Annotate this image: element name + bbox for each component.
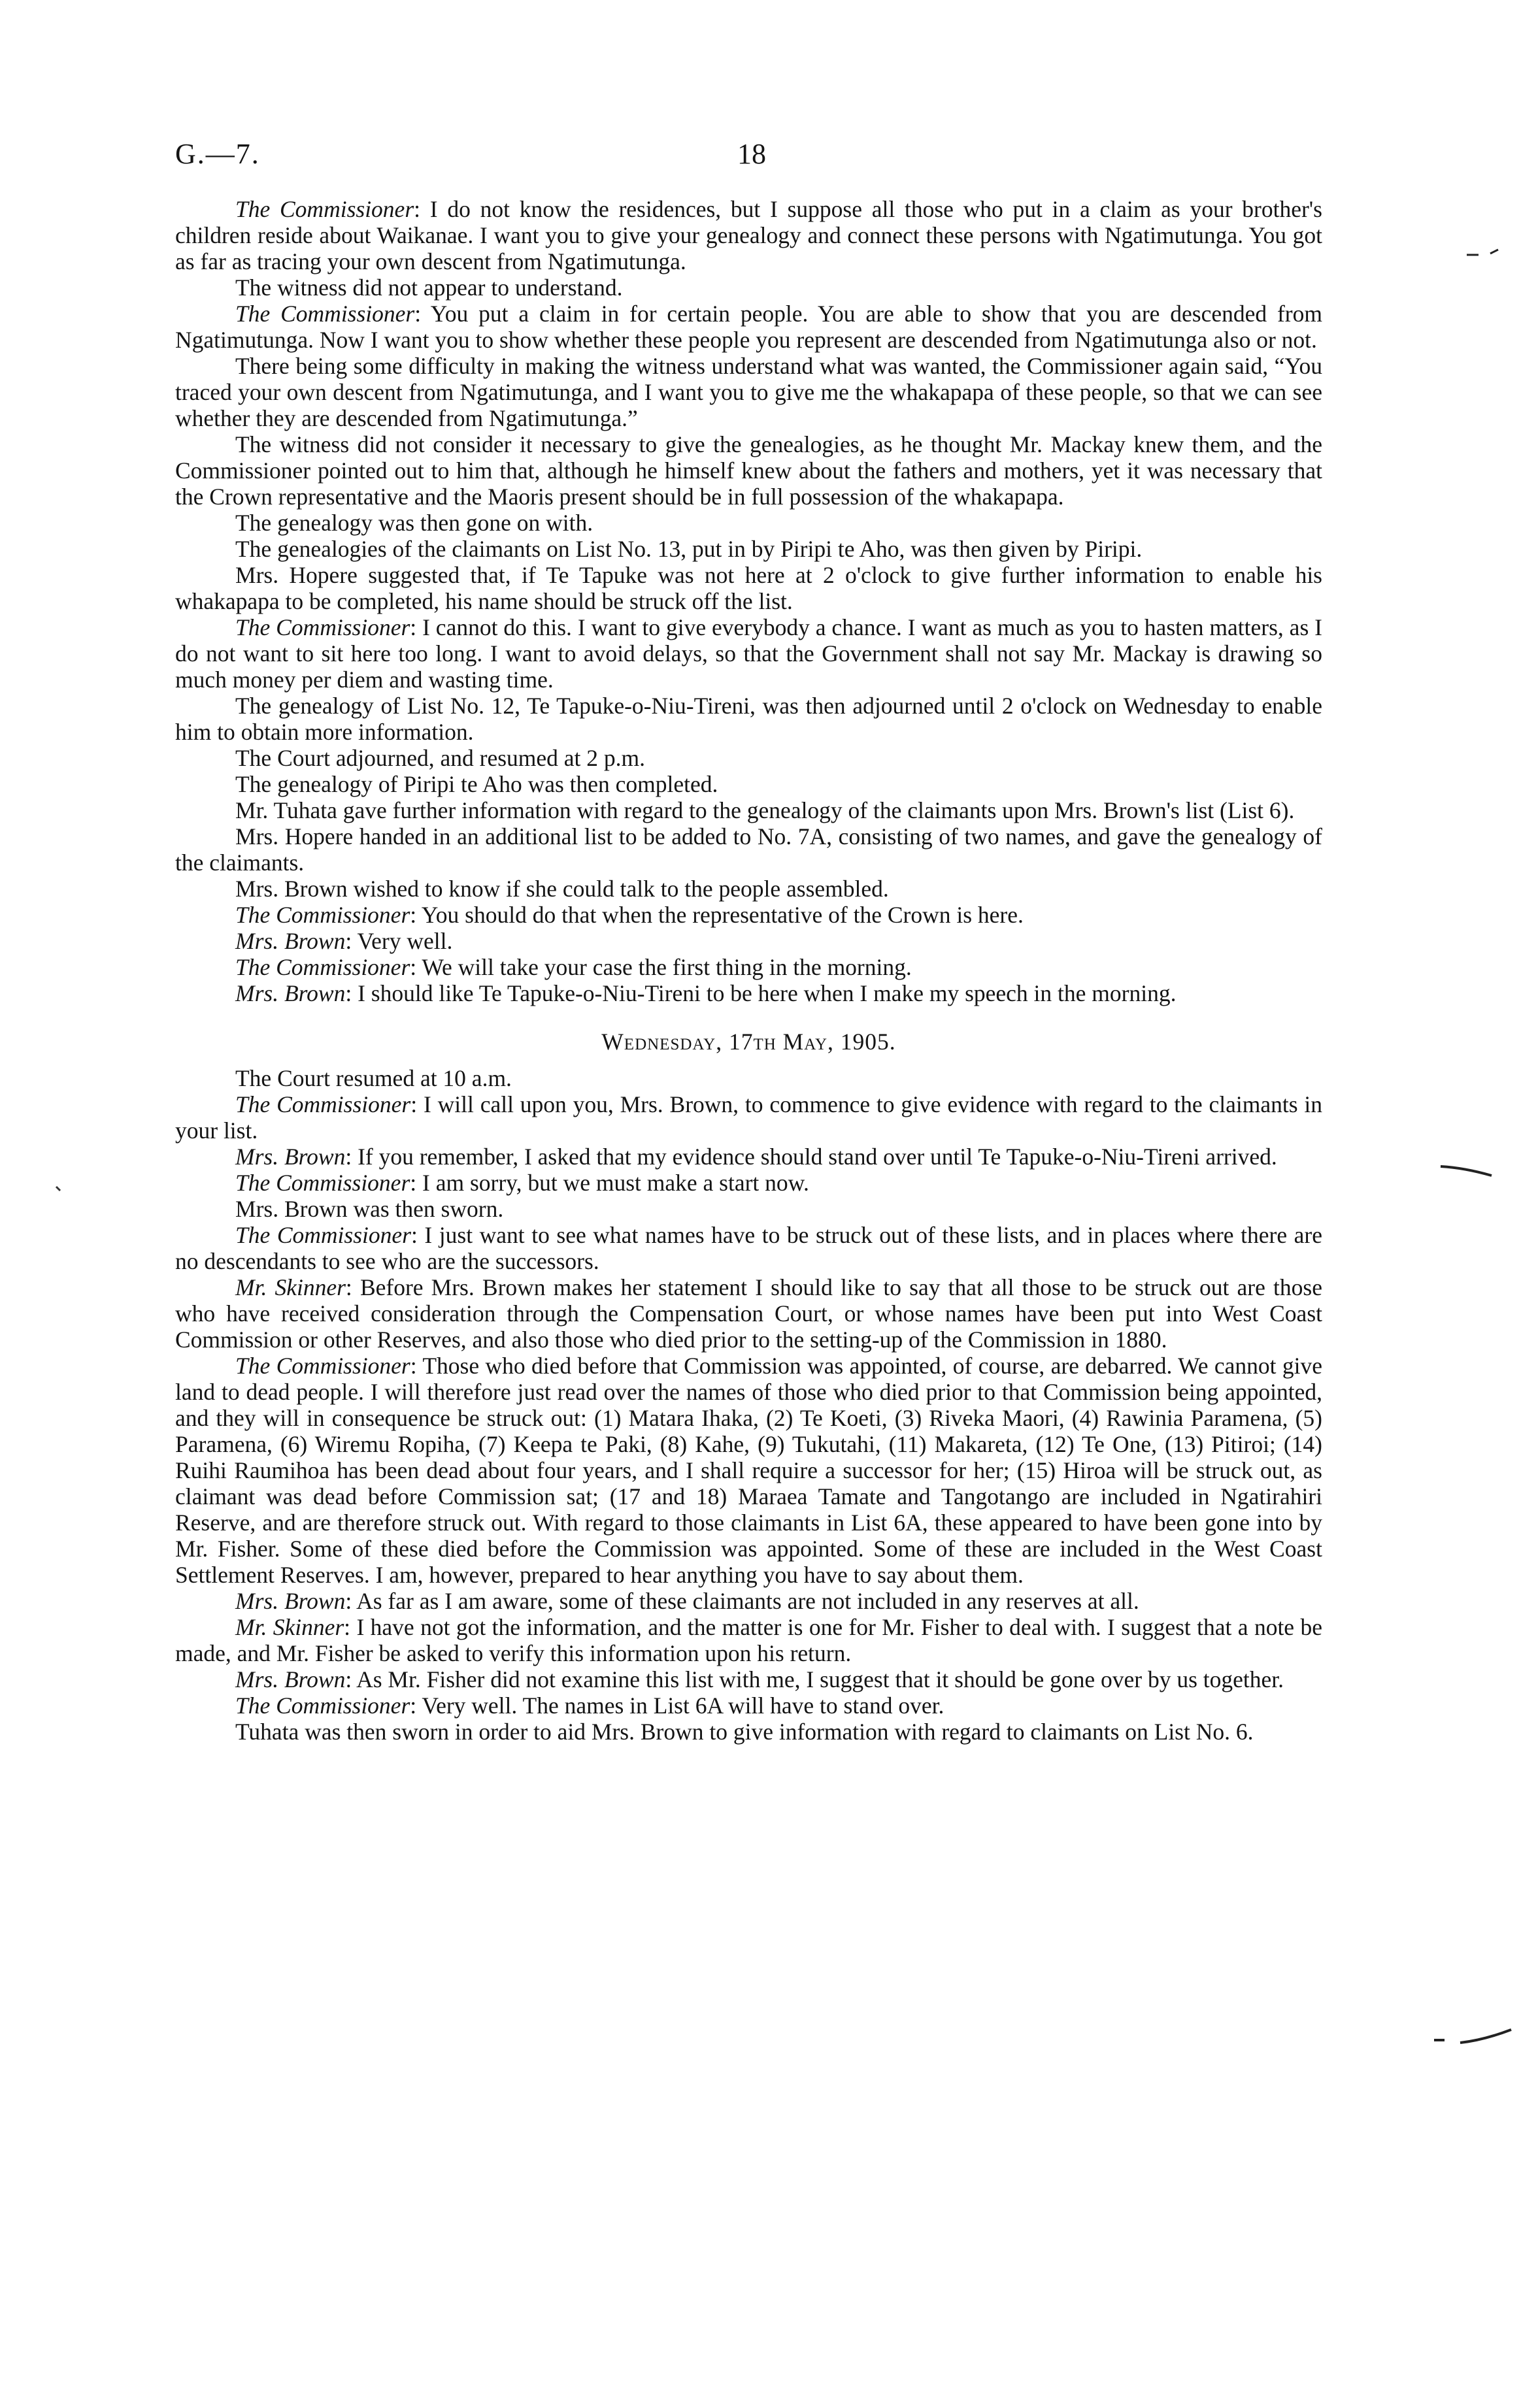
paragraph-text: Before Mrs. Brown makes her statement I should like to say that all those to be struck out are those who have received consideration through the Compensation Court, or whose names have been put into West Coast Commission or other Reserves, and also those who died prior to the setting-up of the Commission in 1880.: [175, 1274, 1322, 1353]
paragraph-text: Very well.: [357, 928, 453, 954]
paragraph: [175, 1614, 1322, 1666]
paragraph: [175, 274, 1322, 301]
paragraph: [175, 771, 1322, 797]
paragraph: [175, 431, 1322, 510]
paragraph: [175, 902, 1322, 928]
speaker-name: The Commissioner :: [235, 301, 431, 327]
paragraph-text: The witness did not appear to understand.: [235, 274, 623, 301]
paragraph: [175, 928, 1322, 954]
paragraph: [175, 510, 1322, 536]
paragraph-text: Very well. The names in List 6A will have to stand over.: [422, 1692, 944, 1719]
paragraph-text: I should like Te Tapuke-o-Niu-Tireni to be here when I make my speech in the morning.: [358, 980, 1177, 1006]
paragraph-text: Mrs. Hopere suggested that, if Te Tapuke was not here at 2 o'clock to give further information to enable his whakapapa to be completed, his name should be struck off the list.: [175, 562, 1322, 614]
speaker-name: The Commissioner :: [235, 196, 430, 222]
paragraph: [175, 1196, 1322, 1222]
speaker-name: The Commissioner :: [235, 954, 422, 980]
margin-pen-mark: [1438, 1160, 1497, 1179]
dateline: Wednesday, 17th May, 1905.: [601, 1029, 896, 1055]
paragraph: [175, 1170, 1322, 1196]
speaker-name: The Commissioner :: [235, 1353, 422, 1379]
paragraph-text: You should do that when the representative of the Crown is here.: [421, 902, 1024, 928]
paragraph: [175, 1222, 1322, 1274]
paragraph-text: There being some difficulty in making the witness understand what was wanted, the Commissioner again said, “You traced your own descent from Ngatimutunga, and I want you to give me the whakapapa of these people, so that we can see whether they are descended from Ngatimutunga.”: [175, 353, 1322, 431]
speaker-name: Mr. Skinner :: [235, 1274, 360, 1300]
paragraph-text: Those who died before that Commission was appointed, of course, are debarred. We cannot give land to dead people. I will therefore just read over the names of those who died prior to that Commission being appointed, and they will in consequence be struck out: (1) Matara Ihaka, (2) Te Koeti, (3) Riveka Maori, (4) Rawinia Paramena, (5) Paramena, (6) Wiremu Ropiha, (7) Keepa te Paki, (8) Kahe, (9) Tukutahi, (11) Makareta, (12) Te One, (13) Pitiroi; (14) Ruihi Raumihoa has been dead about four years, and I shall require a successor for her; (15) Hiroa will be struck out, as claimant was dead before Commission sat; (17 and 18) Maraea Tamate and Tangotango are included in Ngatirahiri Reserve, and are therefore struck out. With regard to those claimants in List 6A, these appeared to have been gone into by Mr. Fisher. Some of these died before the Commission was appointed. Some of these are included in the West Coast Settlement Reserves. I am, however, prepared to hear anything you have to say about them.: [175, 1353, 1322, 1588]
paragraph-text: The Court adjourned, and resumed at 2 p.m.: [235, 745, 646, 771]
paragraph: [175, 562, 1322, 614]
paragraph-text: Tuhata was then sworn in order to aid Mrs. Brown to give information with regard to claimants on List No. 6.: [235, 1719, 1254, 1745]
paragraph: [175, 1692, 1322, 1719]
margin-pen-mark: [1431, 2026, 1516, 2052]
paragraph: [175, 196, 1322, 274]
speaker-name: The Commissioner :: [235, 614, 422, 640]
speaker-name: The Commissioner :: [235, 1222, 424, 1248]
speaker-name: The Commissioner :: [235, 1091, 424, 1117]
paragraph-text: Mr. Tuhata gave further information with regard to the genealogy of the claimants upon Mrs. Brown's list (List 6).: [235, 797, 1295, 823]
paragraph: [175, 876, 1322, 902]
paragraph-text: You put a claim in for certain people. You are able to show that you are descended from Ngatimutunga. Now I want you to show whether these people you represent are descended from Ngatimutunga also or not.: [175, 301, 1322, 353]
paragraph-text: The genealogy was then gone on with.: [235, 510, 593, 536]
paragraph: [175, 745, 1322, 771]
paragraph-text: If you remember, I asked that my evidence should stand over until Te Tapuke-o-Niu-Tireni arrived.: [358, 1144, 1277, 1170]
paragraph: [175, 353, 1322, 431]
speaker-name: The Commissioner :: [235, 1170, 422, 1196]
paragraph-text: I have not got the information, and the matter is one for Mr. Fisher to deal with. I suggest that a note be made, and Mr. Fisher be asked to verify this information upon his return.: [175, 1614, 1322, 1666]
paragraph-text: I will call upon you, Mrs. Brown, to commence to give evidence with regard to the claimants in your list.: [175, 1091, 1322, 1144]
paragraph: [175, 1666, 1322, 1692]
paragraph-text: Mrs. Brown was then sworn.: [235, 1196, 504, 1222]
paragraph-text: As Mr. Fisher did not examine this list with me, I suggest that it should be gone over by us together.: [356, 1666, 1284, 1692]
paragraph-text: The genealogies of the claimants on List No. 13, put in by Piripi te Aho, was then given by Piripi.: [235, 536, 1143, 562]
document-body: [175, 196, 1322, 1745]
speaker-name: Mrs. Brown :: [235, 1666, 356, 1692]
page-header: [175, 137, 1326, 183]
paragraph-text: I am sorry, but we must make a start now.: [422, 1170, 809, 1196]
proceedings-section-1: [175, 196, 1322, 1006]
paragraph-text: The genealogy of List No. 12, Te Tapuke-o-Niu-Tireni, was then adjourned until 2 o'clock on Wednesday to enable him to obtain more information.: [175, 693, 1322, 745]
document-reference: G.—7.: [175, 138, 260, 170]
speaker-name: Mrs. Brown :: [235, 1144, 358, 1170]
paragraph-text: The Court resumed at 10 a.m.: [235, 1065, 512, 1091]
speaker-name: Mrs. Brown :: [235, 928, 357, 954]
paragraph-text: I just want to see what names have to be struck out of these lists, and in places where there are no descendants to see who are the successors.: [175, 1222, 1322, 1274]
paragraph: [175, 1353, 1322, 1588]
margin-pen-mark: [52, 1183, 65, 1196]
speaker-name: Mrs. Brown :: [235, 1588, 356, 1614]
margin-pen-mark: [1464, 243, 1503, 263]
paragraph: [175, 797, 1322, 823]
paragraph: [175, 1719, 1322, 1745]
page-number: 18: [737, 138, 766, 170]
speaker-name: The Commissioner :: [235, 1692, 422, 1719]
speaker-name: Mrs. Brown :: [235, 980, 358, 1006]
paragraph-text: As far as I am aware, some of these claimants are not included in any reserves at all.: [356, 1588, 1139, 1614]
paragraph: [175, 823, 1322, 876]
paragraph-text: I do not know the residences, but I suppose all those who put in a claim as your brother's children reside about Waikanae. I want you to give your genealogy and connect these persons with Ngatimutunga. You got as far as tracing your own descent from Ngatimutunga.: [175, 196, 1322, 274]
paragraph-text: The genealogy of Piripi te Aho was then completed.: [235, 771, 718, 797]
paragraph: [175, 301, 1322, 353]
paragraph-text: Mrs. Hopere handed in an additional list to be added to No. 7A, consisting of two names, and gave the genealogy of the claimants.: [175, 823, 1322, 876]
speaker-name: The Commissioner :: [235, 902, 422, 928]
paragraph-text: Mrs. Brown wished to know if she could talk to the people assembled.: [235, 876, 889, 902]
paragraph: [175, 1588, 1322, 1614]
paragraph: [175, 954, 1322, 980]
paragraph: [175, 1091, 1322, 1144]
paragraph: [175, 1065, 1322, 1091]
paragraph: [175, 536, 1322, 562]
paragraph-text: I cannot do this. I want to give everybody a chance. I want as much as you to hasten matters, as I do not want to sit here too long. I want to avoid delays, so that the Government shall not say Mr. Mackay is drawing so much money per diem and wasting time.: [175, 614, 1322, 693]
paragraph-text: The witness did not consider it necessary to give the genealogies, as he thought Mr. Mackay knew them, and the Commissioner pointed out to him that, although he himself knew about the fathers and mothers, yet it was necessary that the Crown representative and the Maoris present should be in full possession of the whakapapa.: [175, 431, 1322, 510]
proceedings-section-2: [175, 1065, 1322, 1745]
paragraph-text: We will take your case the first thing in the morning.: [422, 954, 912, 980]
paragraph: [175, 693, 1322, 745]
paragraph: [175, 980, 1322, 1006]
speaker-name: Mr. Skinner :: [235, 1614, 356, 1640]
paragraph: [175, 1144, 1322, 1170]
paragraph: [175, 1274, 1322, 1353]
paragraph: [175, 614, 1322, 693]
